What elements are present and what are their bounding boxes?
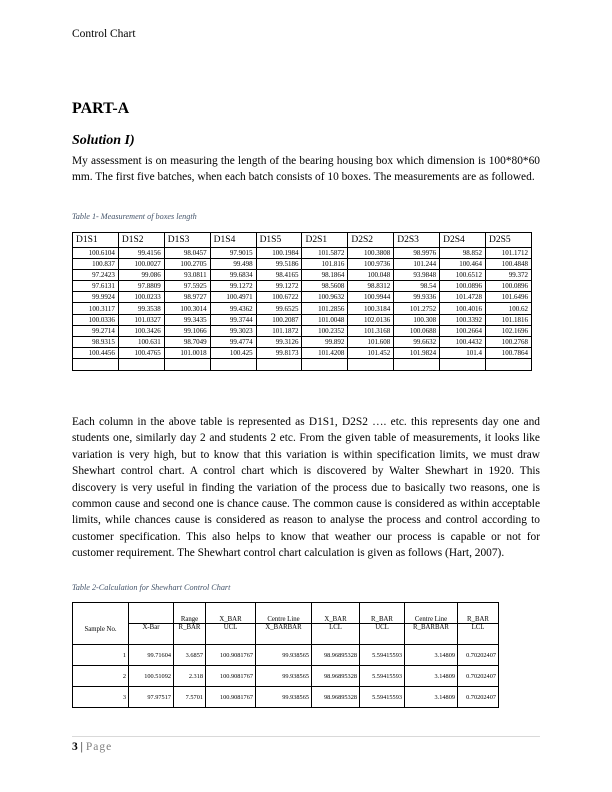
table-row — [73, 336, 532, 347]
table-cell: 99.4362 — [210, 303, 256, 314]
table-cell: 100.0027 — [118, 259, 164, 270]
table-cell: 7.5701 — [174, 687, 206, 708]
table-cell: 101.4208 — [302, 347, 348, 358]
table-cell: 100.3117 — [73, 303, 119, 314]
empty-cell — [210, 358, 256, 370]
table-row — [73, 314, 532, 325]
table-header-row — [73, 233, 532, 248]
empty-cell — [73, 358, 119, 370]
table-cell: 100.9081767 — [206, 666, 256, 687]
table-cell: 100.4971 — [210, 292, 256, 303]
table-cell: 99.6525 — [256, 303, 302, 314]
empty-cell — [256, 358, 302, 370]
empty-cell — [118, 358, 164, 370]
table-cell: 100.6512 — [440, 270, 486, 281]
column-header: D1S3 — [164, 233, 210, 248]
table-cell: 100.4765 — [118, 347, 164, 358]
table-cell: 100.425 — [210, 347, 256, 358]
table-row — [73, 259, 532, 270]
table-cell: 100.9081767 — [206, 687, 256, 708]
table-cell: 5.59415593 — [360, 645, 405, 666]
table-cell: 100.464 — [440, 259, 486, 270]
table-cell: 101.1712 — [486, 248, 532, 259]
table-cell: 5.59415593 — [360, 687, 405, 708]
table-cell: 101.1816 — [486, 314, 532, 325]
column-header: D1S5 — [256, 233, 302, 248]
page-label: Page — [85, 741, 113, 753]
table2-caption: Table 2-Calculation for Shewhart Control Chart — [72, 583, 231, 592]
table-cell: 100.1984 — [256, 248, 302, 259]
table-cell: 98.1864 — [302, 270, 348, 281]
sample-number-cell: 2 — [73, 666, 129, 687]
table-cell: 101.0018 — [164, 347, 210, 358]
table-cell: 100.0896 — [486, 281, 532, 292]
table-cell: 101.0327 — [118, 314, 164, 325]
table-cell: 101.608 — [348, 336, 394, 347]
column-header: D2S2 — [348, 233, 394, 248]
table-cell: 99.372 — [486, 270, 532, 281]
table-cell: 100.3426 — [118, 325, 164, 336]
table-cell: 100.631 — [118, 336, 164, 347]
page-footer — [72, 741, 112, 753]
header-cell: LCL — [458, 624, 499, 645]
table-cell: 97.6131 — [73, 281, 119, 292]
table-cell: 101.4728 — [440, 292, 486, 303]
table-cell: 100.308 — [394, 314, 440, 325]
column-header: D2S1 — [302, 233, 348, 248]
table-cell: 99.4774 — [210, 336, 256, 347]
table-cell: 97.5925 — [164, 281, 210, 292]
table-cell: 99.8173 — [256, 347, 302, 358]
solution-subheading: Solution I) — [72, 133, 135, 148]
table-cell: 100.9736 — [348, 259, 394, 270]
table-row — [73, 270, 532, 281]
header-cell: Centre Line — [405, 603, 458, 624]
table-cell: 100.51092 — [129, 666, 174, 687]
table-cell: 93.0811 — [164, 270, 210, 281]
body-paragraph: Each column in the above table is represented as D1S1, D2S2 …. etc. this represents day one and students one, similarly day 2 and students 2 etc. From the given table of measurements, it looks like variation is very high, but to know that this variation is within specification limits, we must draw Shewhart control chart. A control chart which is discovered by Walter Shewhart in 1920. This discovery is very useful in finding the variation of the process due to basically two reasons, one is common cause and second one is chance cause. The common cause is considered as within acceptable limits, while chances cause is considered as reason to analyse the process and control according to customer specification. This also helps to know that weather our process is capable or not for customer requirement. The Shewhart control chart calculation is given as follows (Hart, 2007). — [72, 416, 540, 560]
table-cell: 98.0457 — [164, 248, 210, 259]
table-row — [73, 248, 532, 259]
table-cell: 0.70202407 — [458, 666, 499, 687]
header-cell: X_BAR — [312, 603, 360, 624]
table-cell: 2.318 — [174, 666, 206, 687]
table-row — [73, 687, 499, 708]
header-cell: LCL — [312, 624, 360, 645]
empty-cell — [302, 358, 348, 370]
table-cell: 100.3808 — [348, 248, 394, 259]
table-cell: 99.3538 — [118, 303, 164, 314]
table-cell: 101.9824 — [394, 347, 440, 358]
table-cell: 100.9632 — [302, 292, 348, 303]
table-cell: 98.96895328 — [312, 645, 360, 666]
table-cell: 101.452 — [348, 347, 394, 358]
table-cell: 101.6496 — [486, 292, 532, 303]
table-cell: 99.2714 — [73, 325, 119, 336]
table-cell: 100.3184 — [348, 303, 394, 314]
table-cell: 99.1272 — [210, 281, 256, 292]
table-cell: 99.3023 — [210, 325, 256, 336]
table-row — [73, 281, 532, 292]
table-cell: 97.2423 — [73, 270, 119, 281]
table-cell: 100.4432 — [440, 336, 486, 347]
table-cell: 99.3744 — [210, 314, 256, 325]
header-cell: R_BARBAR — [405, 624, 458, 645]
table-cell: 98.7049 — [164, 336, 210, 347]
empty-cell — [440, 358, 486, 370]
page-number: 3 — [72, 741, 78, 753]
header-cell: R_BAR — [360, 603, 405, 624]
table-cell: 100.837 — [73, 259, 119, 270]
table-cell: 98.96895328 — [312, 687, 360, 708]
column-header: D1S4 — [210, 233, 256, 248]
sample-number-cell: 1 — [73, 645, 129, 666]
table-cell: 99.1066 — [164, 325, 210, 336]
table-row — [73, 645, 499, 666]
table-cell: 100.2087 — [256, 314, 302, 325]
table-cell: 100.048 — [348, 270, 394, 281]
empty-cell — [164, 358, 210, 370]
table-cell: 100.2352 — [302, 325, 348, 336]
header-cell: X-Bar — [129, 624, 174, 645]
table-cell: 98.4165 — [256, 270, 302, 281]
table-cell: 99.892 — [302, 336, 348, 347]
table-cell: 98.852 — [440, 248, 486, 259]
header-cell: Range — [174, 603, 206, 624]
table-cell: 100.9081767 — [206, 645, 256, 666]
table-cell: 99.3435 — [164, 314, 210, 325]
table-cell: 100.2664 — [440, 325, 486, 336]
table-cell: 99.6632 — [394, 336, 440, 347]
header-cell — [73, 603, 129, 624]
table-cell: 3.6857 — [174, 645, 206, 666]
table-cell: 98.5608 — [302, 281, 348, 292]
header-cell: UCL — [206, 624, 256, 645]
table-row — [73, 303, 532, 314]
table-cell: 100.9944 — [348, 292, 394, 303]
table-cell: 102.0136 — [348, 314, 394, 325]
table-row — [73, 292, 532, 303]
footer-separator: | — [80, 741, 83, 753]
table-cell: 101.244 — [394, 259, 440, 270]
table-cell: 101.0048 — [302, 314, 348, 325]
table-row — [73, 347, 532, 358]
table-cell: 98.9976 — [394, 248, 440, 259]
control-chart-table — [72, 602, 499, 708]
table-cell: 97.8809 — [118, 281, 164, 292]
header-cell: R_BAR — [174, 624, 206, 645]
table-cell: 99.1272 — [256, 281, 302, 292]
table-cell: 99.6834 — [210, 270, 256, 281]
table-cell: 101.1872 — [256, 325, 302, 336]
table-cell: 100.2768 — [486, 336, 532, 347]
table-cell: 3.14809 — [405, 687, 458, 708]
table-cell: 98.8312 — [348, 281, 394, 292]
header-cell: R_BAR — [458, 603, 499, 624]
table-cell: 100.62 — [486, 303, 532, 314]
table-cell: 100.3014 — [164, 303, 210, 314]
table-cell: 98.96895328 — [312, 666, 360, 687]
table-cell: 3.14809 — [405, 666, 458, 687]
header-cell — [129, 603, 174, 624]
table-cell: 99.086 — [118, 270, 164, 281]
column-header: D2S5 — [486, 233, 532, 248]
table2-header-row — [73, 603, 499, 624]
table-cell: 98.54 — [394, 281, 440, 292]
table-cell: 100.4456 — [73, 347, 119, 358]
header-cell: UCL — [360, 624, 405, 645]
table-cell: 101.2752 — [394, 303, 440, 314]
table-cell: 101.816 — [302, 259, 348, 270]
table-cell: 101.4 — [440, 347, 486, 358]
column-header: D2S3 — [394, 233, 440, 248]
table-cell: 100.6104 — [73, 248, 119, 259]
table-cell: 98.9727 — [164, 292, 210, 303]
section-heading: PART-A — [72, 100, 130, 117]
table-cell: 99.71604 — [129, 645, 174, 666]
table-cell: 100.4848 — [486, 259, 532, 270]
header-cell: X_BAR — [206, 603, 256, 624]
table-row — [73, 325, 532, 336]
table-cell: 100.6722 — [256, 292, 302, 303]
table-cell: 101.2856 — [302, 303, 348, 314]
table-cell: 100.7864 — [486, 347, 532, 358]
column-header: D1S1 — [73, 233, 119, 248]
table-cell: 5.59415593 — [360, 666, 405, 687]
empty-cell — [394, 358, 440, 370]
table-cell: 99.9924 — [73, 292, 119, 303]
table-cell: 100.0896 — [440, 281, 486, 292]
empty-row — [73, 358, 532, 370]
table-cell: 99.4156 — [118, 248, 164, 259]
table-cell: 100.0233 — [118, 292, 164, 303]
running-header: Control Chart — [72, 28, 136, 40]
table-cell: 100.2705 — [164, 259, 210, 270]
table-cell: 0.70202407 — [458, 645, 499, 666]
table-cell: 102.1696 — [486, 325, 532, 336]
intro-paragraph: My assessment is on measuring the length of the bearing housing box which dimension is 100*80*60 mm. The first five batches, when each batch consists of 10 boxes. The measurements are as followed. — [72, 155, 540, 184]
empty-cell — [486, 358, 532, 370]
table-cell: 101.3168 — [348, 325, 394, 336]
sample-no-header: Sample No. — [73, 624, 129, 645]
table-cell: 101.5872 — [302, 248, 348, 259]
table-cell: 93.9848 — [394, 270, 440, 281]
table-cell: 98.9315 — [73, 336, 119, 347]
table-cell: 97.97517 — [129, 687, 174, 708]
table-cell: 99.5186 — [256, 259, 302, 270]
table1-caption: Table 1- Measurement of boxes length — [72, 212, 197, 221]
empty-cell — [348, 358, 394, 370]
table-cell: 100.3392 — [440, 314, 486, 325]
table-cell: 0.70202407 — [458, 687, 499, 708]
sample-number-cell: 3 — [73, 687, 129, 708]
table-cell: 100.0336 — [73, 314, 119, 325]
table-cell: 97.9015 — [210, 248, 256, 259]
table-cell: 99.938565 — [256, 687, 312, 708]
table-cell: 99.938565 — [256, 666, 312, 687]
table-cell: 99.9336 — [394, 292, 440, 303]
table-cell: 99.498 — [210, 259, 256, 270]
header-cell: Centre Line — [256, 603, 312, 624]
table-cell: 100.0688 — [394, 325, 440, 336]
table2-subheader-row — [73, 624, 499, 645]
column-header: D1S2 — [118, 233, 164, 248]
footer-divider — [72, 736, 540, 737]
measurement-table — [72, 232, 532, 371]
table-cell: 100.4016 — [440, 303, 486, 314]
table-cell: 3.14809 — [405, 645, 458, 666]
header-cell: X_BARBAR — [256, 624, 312, 645]
table-cell: 99.938565 — [256, 645, 312, 666]
column-header: D2S4 — [440, 233, 486, 248]
table-cell: 99.3126 — [256, 336, 302, 347]
table-row — [73, 666, 499, 687]
